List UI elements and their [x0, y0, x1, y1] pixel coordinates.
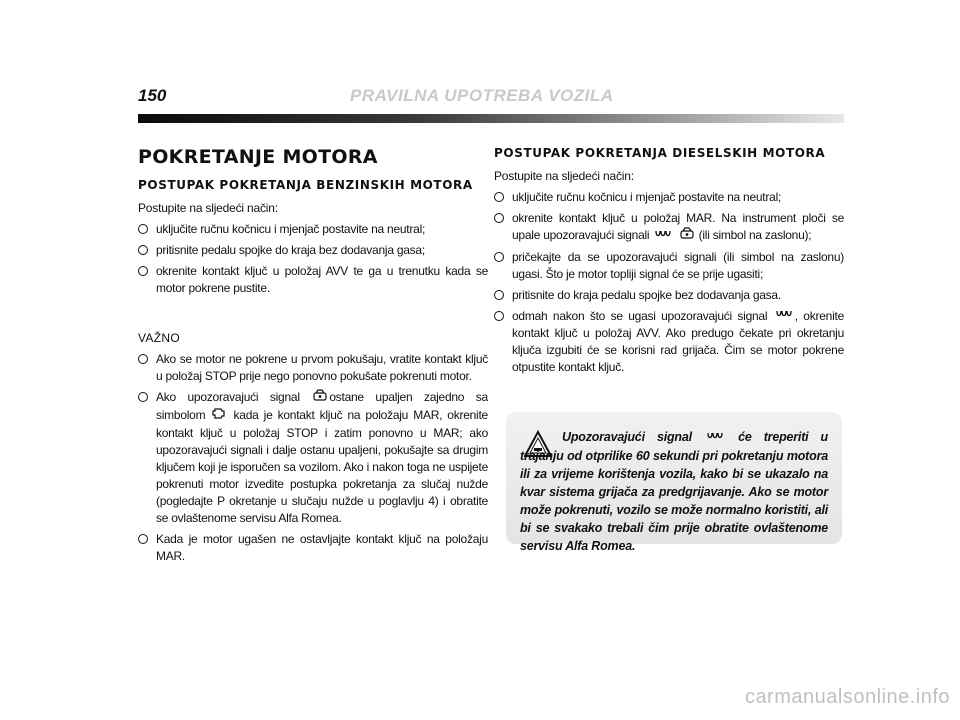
bullet-icon: [494, 290, 504, 300]
running-header: PRAVILNA UPOTREBA VOZILA: [350, 86, 614, 105]
glow-plug-icon: [654, 228, 672, 245]
list-item: uključite ručnu kočnicu i mjenjač postavite na neutral;: [138, 221, 488, 238]
watermark: carmanualsonline.info: [744, 686, 950, 708]
warning-text: Upozoravajući signal će treperiti u trajanju od otprilike 60 sekundi pri pokretanju motora ili za vrijeme korištenja vozila, kako bi se ukazalo na kvar sistema grijača za predgrijavanje. Ako se motor može pokrenuti, vozilo se može normalno koristiti, ali bi se svakako trebali čim prije obratite ovlaštenome servisu Alfa Romea.: [520, 430, 828, 553]
bullet-icon: [138, 224, 148, 234]
important-list: [138, 351, 488, 565]
bullet-icon: [494, 311, 504, 321]
bullet-icon: [494, 252, 504, 262]
right-column: [494, 140, 844, 380]
list-item: uključite ručnu kočnicu i mjenjač postavite na neutral;: [494, 189, 844, 206]
header-rule: [138, 114, 844, 123]
bullet-icon: [138, 354, 148, 364]
diesel-steps: [494, 189, 844, 376]
immobilizer-icon: [313, 389, 327, 407]
bullet-icon: [138, 534, 148, 544]
left-column: [138, 140, 488, 569]
petrol-intro: Postupite na sljedeći način:: [138, 201, 278, 215]
petrol-subtitle: POSTUPAK POKRETANJA BENZINSKIH MOTORA: [138, 178, 473, 192]
list-item: pričekajte da se upozoravajući signali (ili simbol na zaslonu) ugasi. Što je motor topliji signal će se prije ugasiti;: [494, 249, 844, 283]
list-item: Ako se motor ne pokrene u prvom pokušaju, vratite kontakt ključ u položaj STOP prije nego ponovno pokušate pokrenuti motor.: [138, 351, 488, 385]
warning-box: [506, 412, 842, 553]
glow-plug-icon: [775, 308, 793, 325]
engine-fault-icon: [212, 407, 226, 425]
list-item: odmah nakon što se ugasi upozoravajući signal , okrenite kontakt ključ u položaj AVV. Ako predugo čekate pri okretanju ključa izgubiti će se korisni rad grijača. Čim se motor pokrene otpustite kontakt ključ.: [494, 308, 844, 376]
diesel-intro: Postupite na sljedeći način:: [494, 169, 634, 183]
bullet-icon: [138, 245, 148, 255]
bullet-icon: [494, 213, 504, 223]
list-item: okrenite kontakt ključ u položaj AVV te ga u trenutku kada se motor pokrene pustite.: [138, 263, 488, 297]
glow-plug-icon: [706, 429, 724, 447]
section-title: POKRETANJE MOTORA: [138, 146, 378, 168]
immobilizer-icon: [680, 227, 694, 245]
list-item: Ako upozoravajući signal ostane upaljen zajedno sa simbolom kada je kontakt ključ na položaju MAR, okrenite kontakt ključ u položaj STOP i zatim ponovno u MAR; ako upozoravajući signali i dalje ostanu upaljeni, pokušajte sa drugim ključem koji je isporučen sa vozilom. Ako i nakon toga ne uspijete pokrenuti motor izvedite postupka pokretanja za slučaj nužde (pogledajte P okretanje u slučaju nužde u poglavlju 4) i obratite se ovlaštenome servisu Alfa Romea.: [138, 389, 488, 527]
list-item: Kada je motor ugašen ne ostavljajte kontakt ključ na položaju MAR.: [138, 531, 488, 565]
diesel-subtitle: POSTUPAK POKRETANJA DIESELSKIH MOTORA: [494, 146, 826, 160]
petrol-steps: [138, 221, 488, 297]
important-label: VAŽNO: [138, 331, 180, 345]
bullet-icon: [138, 266, 148, 276]
list-item: okrenite kontakt ključ u položaj MAR. Na instrument ploči se upale upozoravajući signali (ili simbol na zaslonu);: [494, 210, 844, 245]
list-item: pritisnite pedalu spojke do kraja bez dodavanja gasa;: [138, 242, 488, 259]
page-number: 150: [138, 86, 167, 105]
bullet-icon: [494, 192, 504, 202]
list-item: pritisnite do kraja pedalu spojke bez dodavanja gasa.: [494, 287, 844, 304]
bullet-icon: [138, 392, 148, 402]
